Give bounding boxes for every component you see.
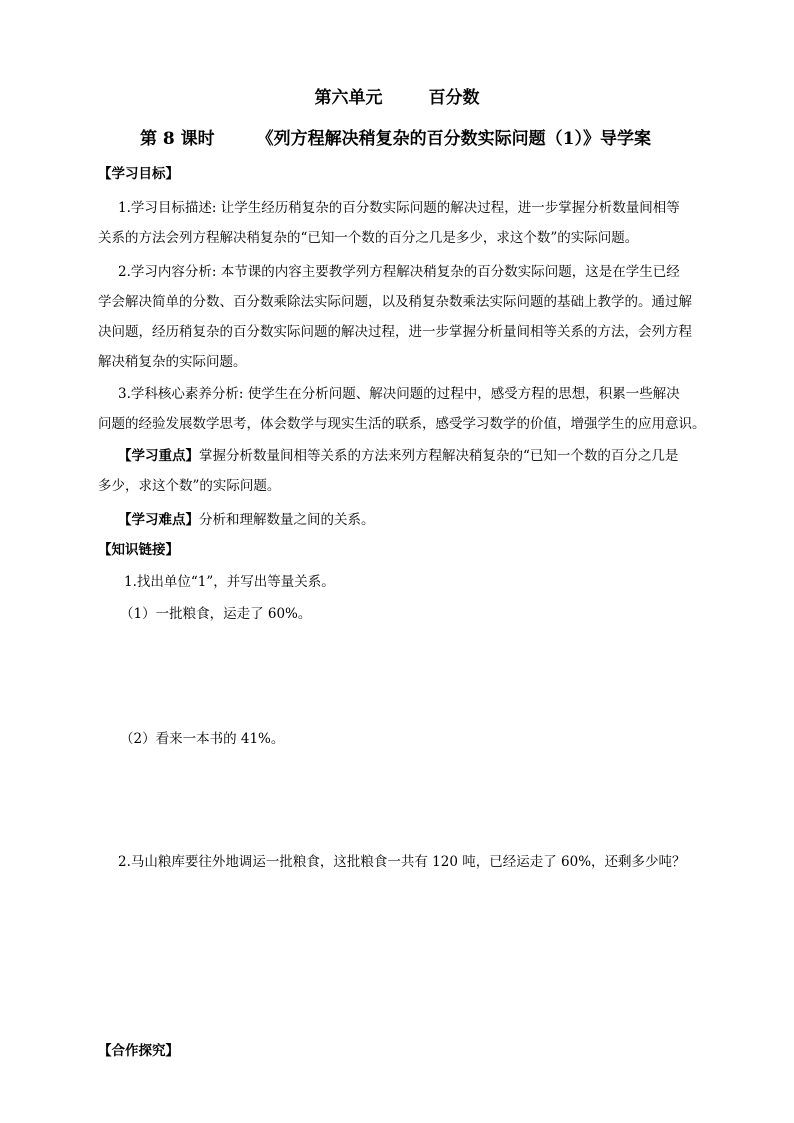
key-point-line-1 [118,446,678,466]
question-2: 2.马山粮库要往外地调运一批粮食，这批粮食一共有 120 吨，已经运走了 60%，还剩多少吨？ [118,854,686,870]
goal-2-line-3: 决问题，经历稍复杂的百分数实际问题的解决过程，进一步掌握分析量间相等关系的方法，会列方程 [98,324,692,340]
unit-number: 第六单元 [314,88,383,108]
question-1a: （1）一批粮食，运走了 60%。 [120,606,312,622]
goal-2-line-1: 2.学习内容分析: 本节课的内容主要教学列方程解决稍复杂的百分数实际问题，这是在学生已经 [118,264,680,280]
learning-goals-heading: 【学习目标】 [98,166,179,182]
key-point-text: 掌握分析数量间相等关系的方法来列方程解决稍复杂的“已知一个数的百分之几是 [199,448,679,464]
goal-2-line-4: 解决稍复杂的实际问题。 [98,354,247,370]
unit-title [0,87,794,109]
lesson-title [140,128,651,150]
difficulty-label: 【学习难点】 [118,512,199,528]
key-point-label: 【学习重点】 [118,448,199,464]
goal-3-line-2: 问题的经验发展数学思考，体会数学与现实生活的联系，感受学习数学的价值，增强学生的应用意识。 [98,416,706,432]
lesson-number: 第 8 课时 [140,129,215,149]
cooperation-heading: 【合作探究】 [98,1043,179,1059]
question-1b: （2）看来一本书的 41%。 [120,731,285,747]
difficulty-text: 分析和理解数量之间的关系。 [199,512,375,528]
goal-1-line-1: 1.学习目标描述: 让学生经历稍复杂的百分数实际问题的解决过程，进一步掌握分析数量间相等 [118,200,680,216]
question-1: 1.找出单位“1”，并写出等量关系。 [124,574,335,590]
key-point-line-2: 多少，求这个数”的实际问题。 [98,478,281,494]
goal-2-line-2: 学会解决简单的分数、百分数乘除法实际问题，以及稍复杂数乘法实际问题的基础上教学的。通过解 [98,294,692,310]
goal-3-line-1: 3.学科核心素养分析: 使学生在分析问题、解决问题的过程中，感受方程的思想，积累一些解决 [118,386,680,402]
lesson-name: 《列方程解决稍复杂的百分数实际问题（1）》导学案 [256,129,651,149]
goal-1-line-2: 关系的方法会列方程解决稍复杂的“已知一个数的百分之几是多少，求这个数”的实际问题。 [98,230,639,246]
unit-name: 百分数 [428,88,480,108]
difficulty-line [118,510,375,530]
knowledge-link-heading: 【知识链接】 [98,542,179,558]
